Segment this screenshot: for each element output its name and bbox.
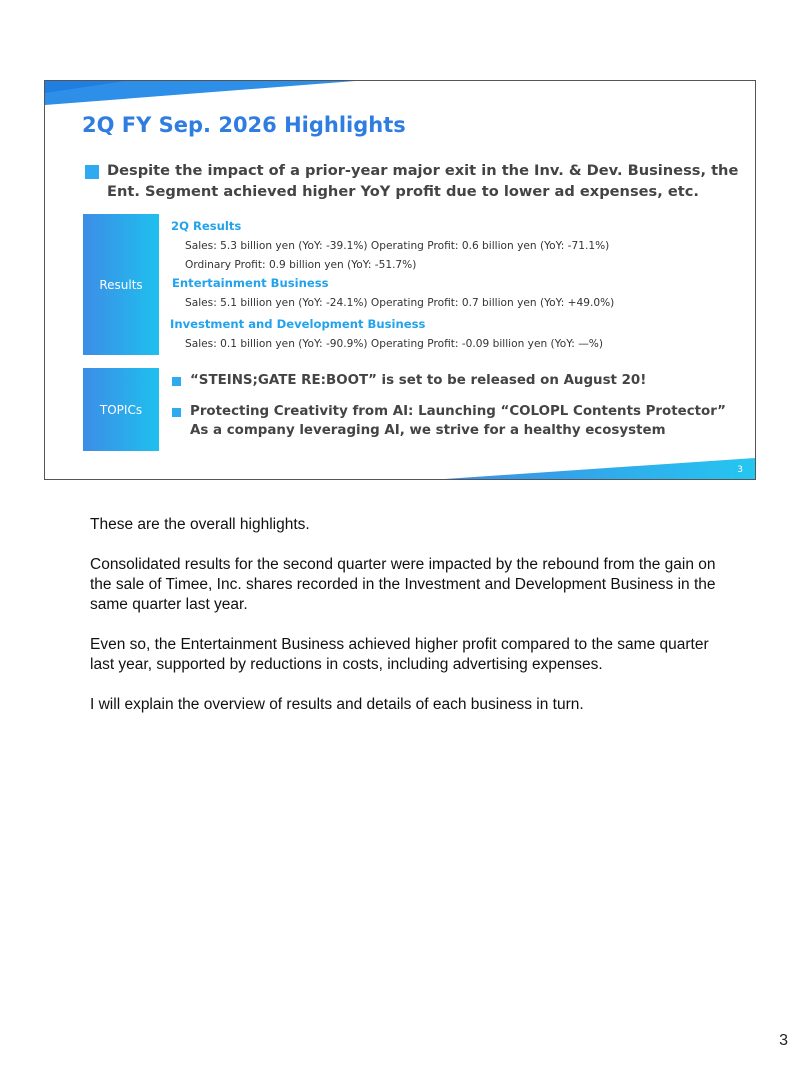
q2-results-heading: 2Q Results: [171, 219, 242, 233]
investment-line: Sales: 0.1 billion yen (YoY: -90.9%) Operating Profit: -0.09 billion yen (YoY: —%): [185, 338, 604, 350]
q2-results-line-1: Sales: 5.3 billion yen (YoY: -39.1%) Operating Profit: 0.6 billion yen (YoY: -71.1%): [185, 240, 610, 252]
headline: Despite the impact of a prior-year major exit in the Inv. & Dev. Business, the Ent. Segment achieved higher YoY profit due to lower ad expenses, etc.: [107, 162, 739, 200]
page-number: 3: [779, 1032, 788, 1049]
note-paragraph: I will explain the overview of results and details of each business in turn.: [90, 696, 584, 713]
entertainment-line: Sales: 5.1 billion yen (YoY: -24.1%) Operating Profit: 0.7 billion yen (YoY: +49.0%): [185, 297, 615, 309]
topics-label: TOPICs: [83, 368, 159, 451]
slide-title: 2Q FY Sep. 2026 Highlights: [82, 113, 406, 137]
q2-results-line-2: Ordinary Profit: 0.9 billion yen (YoY: -51.7%): [185, 259, 417, 271]
speaker-notes: [90, 515, 720, 735]
entertainment-heading: Entertainment Business: [172, 276, 329, 290]
topic-bullet-icon: [172, 377, 181, 386]
results-label: Results: [83, 214, 159, 355]
note-paragraph: Even so, the Entertainment Business achieved higher profit compared to the same quarter last year, supported by reductions in costs, including advertising expenses.: [90, 636, 709, 673]
bottom-decoration: [45, 455, 755, 479]
topic-1: “STEINS;GATE RE:BOOT” is set to be released on August 20!: [190, 373, 647, 388]
slide-number: 3: [737, 465, 743, 475]
topic-bullet-icon: [172, 408, 181, 417]
slide: [44, 80, 756, 480]
topic-2-line-2: As a company leveraging AI, we strive for a healthy ecosystem: [190, 423, 666, 438]
investment-heading: Investment and Development Business: [170, 317, 426, 331]
note-paragraph: Consolidated results for the second quarter were impacted by the rebound from the gain on the sale of Timee, Inc. shares recorded in the Investment and Development Business in the same quarter last year.: [90, 556, 716, 613]
topic-2-line-1: Protecting Creativity from AI: Launching “COLOPL Contents Protector”: [190, 404, 726, 419]
note-paragraph: These are the overall highlights.: [90, 516, 310, 533]
headline-bullet-icon: [85, 165, 99, 179]
top-decoration: [45, 81, 755, 105]
